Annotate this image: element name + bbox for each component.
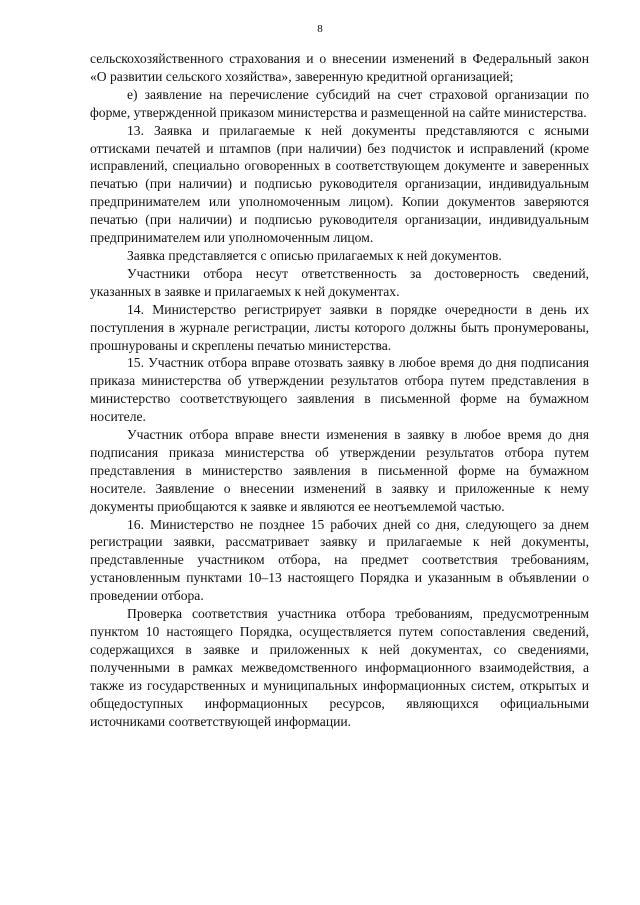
- paragraph-13-inventory: Заявка представляется с описью прилагаемых к ней документов.: [127, 247, 502, 263]
- paragraph-15-changes: Участник отбора вправе внести изменения в заявку в любое время до дня подписания приказа министерства об утверждении результатов отбора путем представления в министерство заявления в письменной форме на бумажном носителе. Заявление о внесении изменений в заявку и приложенные к нему документы приобщаются к заявке и являются ее неотъемлемой частью.: [90, 427, 589, 514]
- paragraph-13: 13. Заявка и прилагаемые к ней документы представляются с ясными оттисками печатей и штампов (при наличии) без подчисток и исправлений (кроме исправлений, специально оговоренных в соответствующем документе и заверенных печатью (при наличии) и подписью руководителя организации, индивидуальным предпринимателем или уполномоченным лицом). Копии документов заверяются печатью (при наличии) и подписью руководителя организации, индивидуальным предпринимателем или уполномоченным лицом.: [90, 122, 589, 246]
- paragraph-item-e: е) заявление на перечисление субсидий на счет страховой организации по форме, утвержденной приказом министерства и размещенной на сайте министерства.: [90, 86, 589, 120]
- paragraph-15: 15. Участник отбора вправе отозвать заявку в любое время до дня подписания приказа министерства об утверждении результатов отбора путем представления в министерство соответствующего заявления в письменной форме на бумажном носителе.: [90, 355, 589, 425]
- paragraph-13-responsibility: Участники отбора несут ответственность за достоверность сведений, указанных в заявке и прилагаемых к ней документах.: [90, 265, 589, 299]
- paragraph-continuation: сельскохозяйственного страхования и о внесении изменений в Федеральный закон «О развитии сельского хозяйства», заверенную кредитной организацией;: [90, 51, 589, 84]
- paragraph-16: 16. Министерство не позднее 15 рабочих дней со дня, следующего за днем регистрации заявки, рассматривает заявку и прилагаемые к ней документы, представленные участником отбора, на предмет соответствия требованиям, установленным пунктами 10–13 настоящего Порядка и указанным в объявлении о проведении отбора.: [90, 516, 589, 604]
- paragraph-14: 14. Министерство регистрирует заявки в порядке очередности в день их поступления в журнале регистрации, листы которого должны быть пронумерованы, прошнурованы и скреплены печатью министерства.: [90, 301, 589, 353]
- paragraph-16-verification: Проверка соответствия участника отбора требованиям, предусмотренным пунктом 10 настоящего Порядка, осуществляется путем сопоставления сведений, содержащихся в заявке и приложенных к ней документах, со сведениями, полученными в рамках межведомственного информационного взаимодействия, а также из государственных и муниципальных информационных систем, открытых и общедоступных информационных ресурсов, являющихся официальными источниками соответствующей информации.: [90, 606, 589, 729]
- document-body: [90, 50, 589, 730]
- page-number: 8: [317, 23, 323, 35]
